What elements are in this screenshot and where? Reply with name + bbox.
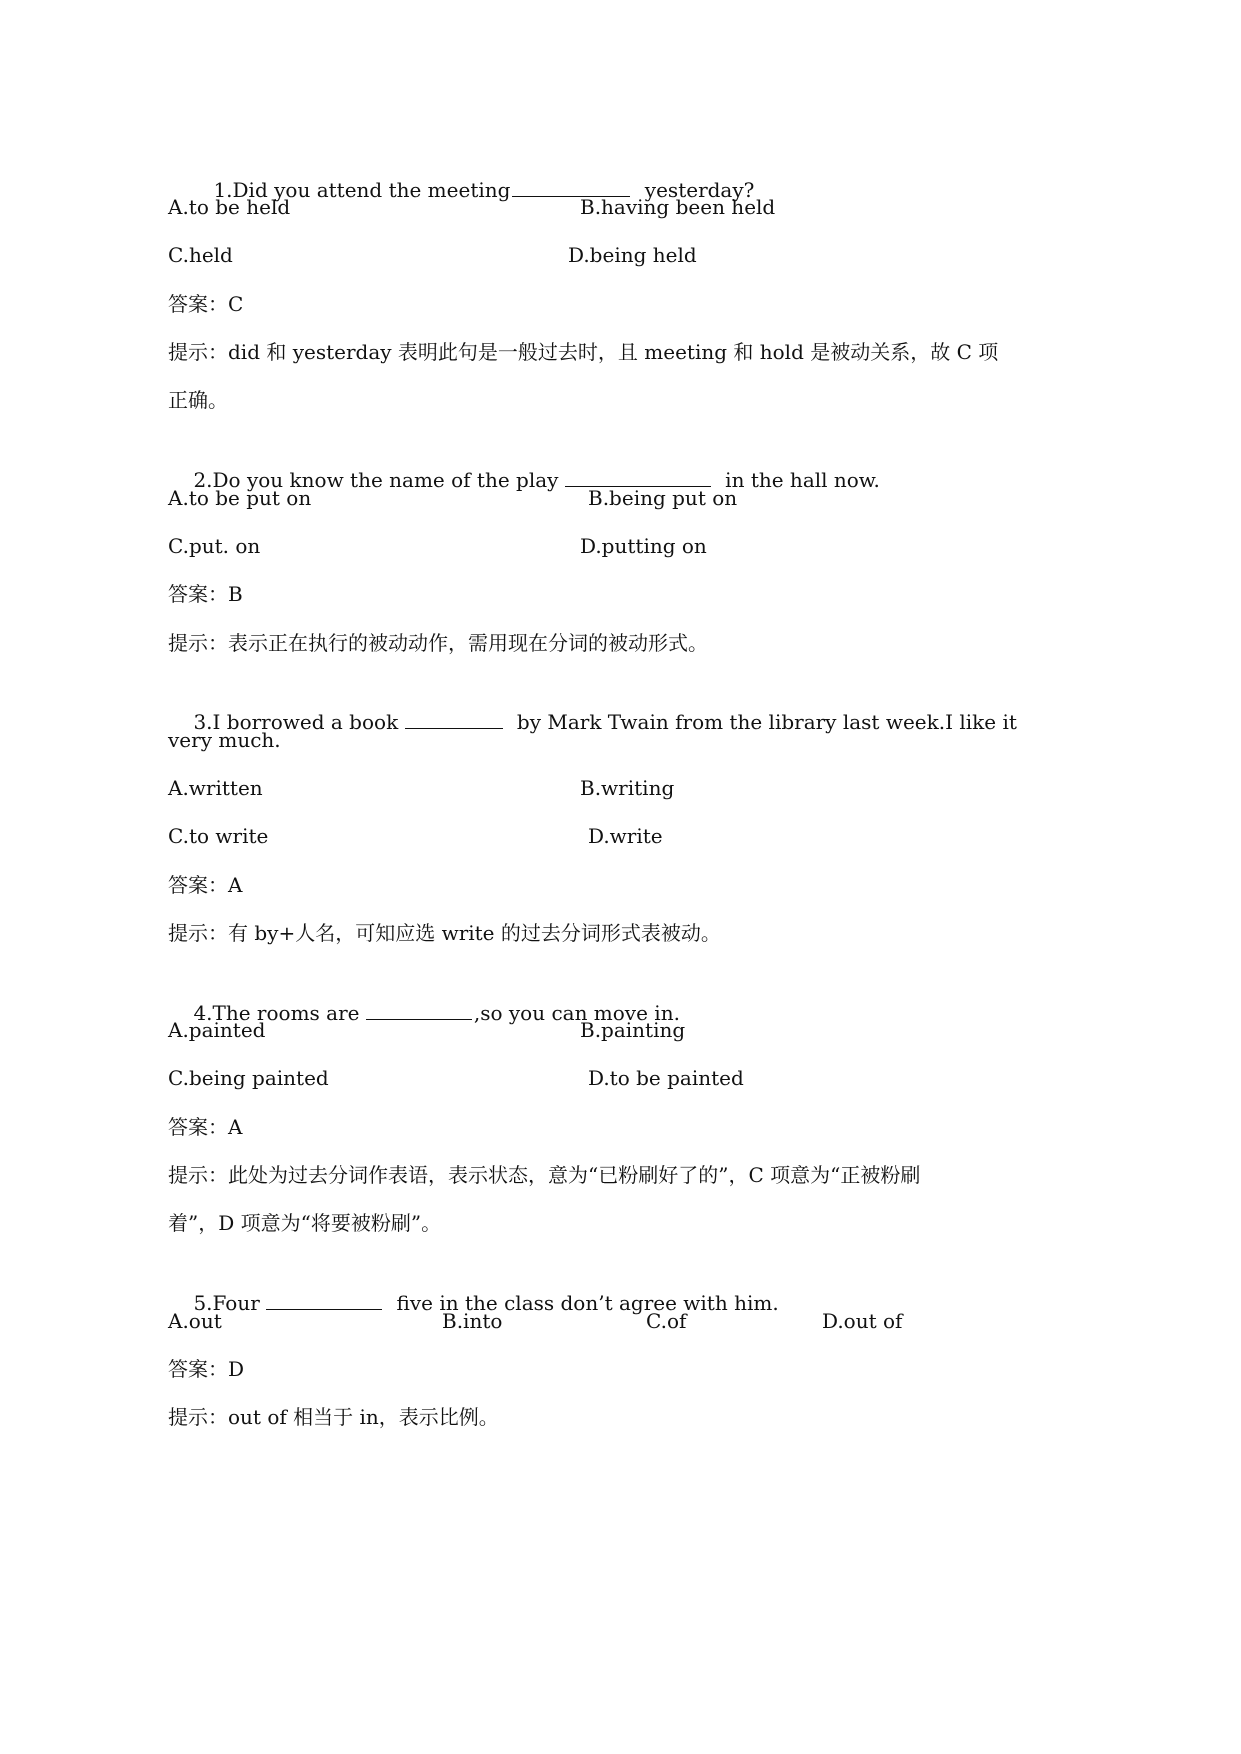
answer-line: 答案：C bbox=[168, 292, 244, 316]
question-stem-text: by Mark Twain from the library last week.I like it bbox=[510, 710, 1017, 734]
option-c: C.held bbox=[168, 243, 233, 267]
option-a: A.written bbox=[168, 776, 263, 800]
answer-line: 答案：B bbox=[168, 582, 243, 606]
hint-line: 提示：out of 相当于 in，表示比例。 bbox=[168, 1405, 499, 1429]
option-c: C.of bbox=[646, 1309, 687, 1333]
option-c: C.being painted bbox=[168, 1066, 329, 1090]
question-2-stem bbox=[168, 434, 880, 492]
option-d: D.write bbox=[588, 824, 663, 848]
answer-line: 答案：A bbox=[168, 873, 243, 897]
question-stem-text: in the hall now. bbox=[718, 468, 880, 492]
answer-blank bbox=[366, 997, 472, 1020]
question-3-stem bbox=[168, 676, 1017, 734]
question-stem-text: 3.I borrowed a book bbox=[193, 710, 405, 734]
answer-line: 答案：A bbox=[168, 1115, 243, 1139]
option-b: B.painting bbox=[580, 1018, 686, 1042]
option-b: B.being put on bbox=[588, 486, 738, 510]
option-b: B.having been held bbox=[580, 195, 776, 219]
option-a: A.painted bbox=[168, 1018, 266, 1042]
question-stem-text: 5.Four bbox=[193, 1291, 267, 1315]
question-stem-text: 1.Did you attend the meeting bbox=[213, 178, 511, 202]
question-3-stem-continued: very much. bbox=[168, 728, 281, 752]
question-5-stem bbox=[168, 1257, 779, 1315]
question-4-stem bbox=[168, 967, 680, 1025]
answer-blank bbox=[405, 706, 503, 729]
option-c: C.to write bbox=[168, 824, 269, 848]
option-a: A.out bbox=[168, 1309, 222, 1333]
option-d: D.out of bbox=[822, 1309, 903, 1333]
option-a: A.to be put on bbox=[168, 486, 312, 510]
question-stem-text: ,so you can move in. bbox=[473, 1001, 680, 1025]
hint-line-continued: 正确。 bbox=[168, 388, 228, 412]
hint-line: 提示：did 和 yesterday 表明此句是一般过去时，且 meeting 和 hold 是被动关系，故 C 项 bbox=[168, 340, 999, 364]
option-a: A.to be held bbox=[168, 195, 291, 219]
option-c: C.put. on bbox=[168, 534, 261, 558]
option-d: D.to be painted bbox=[588, 1066, 744, 1090]
question-stem-text: 4.The rooms are bbox=[193, 1001, 366, 1025]
option-d: D.being held bbox=[568, 243, 697, 267]
answer-line: 答案：D bbox=[168, 1357, 245, 1381]
option-b: B.into bbox=[442, 1309, 503, 1333]
hint-line: 提示：有 by+人名，可知应选 write 的过去分词形式表被动。 bbox=[168, 921, 721, 945]
answer-blank bbox=[266, 1287, 382, 1310]
question-1-stem bbox=[188, 144, 755, 202]
hint-line-continued: 着”，D 项意为“将要被粉刷”。 bbox=[168, 1211, 442, 1235]
question-stem-text: yesterday? bbox=[638, 178, 755, 202]
option-d: D.putting on bbox=[580, 534, 707, 558]
hint-line: 提示：此处为过去分词作表语，表示状态，意为“已粉刷好了的”，C 项意为“正被粉刷 bbox=[168, 1163, 921, 1187]
question-stem-text: 2.Do you know the name of the play bbox=[193, 468, 565, 492]
option-b: B.writing bbox=[580, 776, 675, 800]
hint-line: 提示：表示正在执行的被动动作，需用现在分词的被动形式。 bbox=[168, 631, 708, 655]
question-stem-text: five in the class don’t agree with him. bbox=[390, 1291, 779, 1315]
